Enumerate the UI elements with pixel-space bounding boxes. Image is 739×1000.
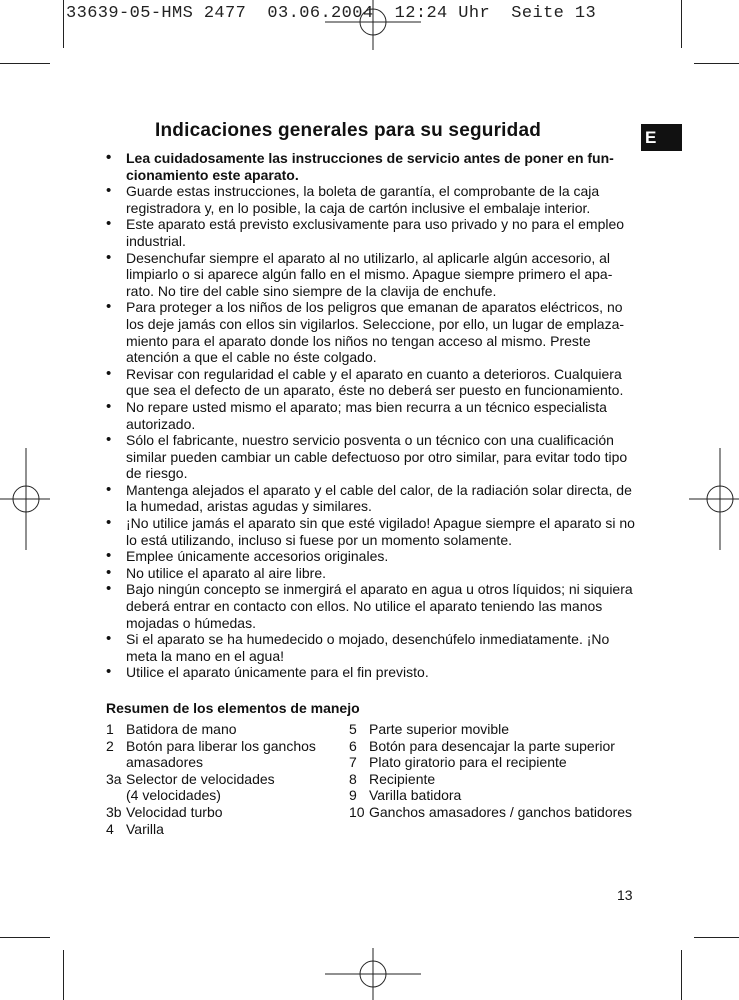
controls-list-left [106,721,336,837]
list-item: • Lea cuidadosamente las instrucciones de servicio antes de poner en fun-cionamiento este aparato. [106,150,636,183]
list-item: • Mantenga alejados el aparato y el cable del calor, de la radiación solar directa, de la humedad, aristas agudas y similares. [106,482,636,515]
list-item [106,821,336,838]
list-item [349,721,649,738]
page-number: 13 [617,887,633,903]
item-label: (4 velocidades) [126,787,221,804]
item-label: Varilla [126,820,164,837]
list-item: • No repare usted mismo el aparato; mas bien recurra a un técnico especialista autorizado. [106,399,636,432]
crop-mark [694,937,739,938]
item-label: Recipiente [369,770,436,787]
list-item: • Revisar con regularidad el cable y el aparato en cuanto a deterioros. Cualquiera que sea el defecto de un aparato, éste no deberá ser puesto en funcionamiento. [106,366,636,399]
item-label: Parte superior movible [369,721,510,737]
item-number: 4 [106,820,114,837]
list-item: • Desenchufar siempre el aparato al no utilizarlo, al aplicarle algún accesorio, al limpiarlo o si aparece algún fallo en el mismo. Apague siempre primero el apa-rato. No tire del cable sino siempre de la clavija de enchufe. [106,250,636,300]
list-item: • Emplee únicamente accesorios originales. [106,548,636,565]
list-item [349,771,649,788]
registration-mark-icon [689,448,739,550]
list-item: • No utilice el aparato al aire libre. [106,565,636,582]
list-item: • Si el aparato se ha humedecido o mojado, desenchúfelo inmediatamente. ¡No meta la mano en el agua! [106,631,636,664]
list-item: • Bajo ningún concepto se inmergirá el aparato en agua u otros líquidos; ni siquiera deberá entrar en contacto con ellos. No utilice el aparato teniendo las manos mojadas o húmedas. [106,581,636,631]
item-label: Ganchos amasadores / ganchos batidores [369,803,633,820]
crop-mark [681,950,682,1000]
list-item: • Guarde estas instrucciones, la boleta de garantía, el comprobante de la caja registradora y, en lo posible, la caja de cartón inclusive el embalaje interior. [106,183,636,216]
crop-mark [681,0,682,48]
item-number: 9 [349,787,357,804]
registration-mark-icon [320,0,430,50]
registration-mark-icon [320,948,430,1000]
crop-mark [0,63,50,64]
item-number: 8 [349,770,357,787]
list-item: • ¡No utilice jamás el aparato sin que esté vigilado! Apague siempre el aparato si no lo está utilizando, incluso si fuese por un momento solamente. [106,515,636,548]
list-item [106,721,336,738]
list-item: • Utilice el aparato únicamente para el fin previsto. [106,664,636,681]
section-title: Resumen de los elementos de manejo [106,700,360,716]
item-number: 10 [349,803,365,820]
item-label: Selector de velocidades [126,770,275,787]
item-number: 6 [349,737,357,754]
crop-mark [63,0,64,48]
item-number: 2 [106,737,114,754]
list-item: • Este aparato está previsto exclusivamente para uso privado y no para el empleo industrial. [106,216,636,249]
item-label: Batidora de mano [126,721,237,737]
list-item [106,738,336,755]
item-number: 3b [106,803,122,820]
item-number: 3a [106,770,122,787]
registration-mark-icon [0,448,50,550]
list-item [349,804,649,821]
list-item [349,738,649,755]
list-item: • Sólo el fabricante, nuestro servicio posventa o un técnico con una cualificación similar pueden cambiar un cable defectuoso por otro similar, para evitar todo tipo de riesgo. [106,432,636,482]
item-label: Velocidad turbo [126,803,223,820]
crop-mark [63,950,64,1000]
list-item [349,787,649,804]
list-item [106,771,336,788]
item-number: 7 [349,754,357,771]
item-label: Plato giratorio para el recipiente [369,754,567,771]
item-number: 1 [106,721,114,737]
controls-list-right [349,721,649,821]
list-item [349,754,649,771]
crop-mark [694,63,739,64]
print-header: 33639-05-HMS 2477 03.06.2004 12:24 Uhr Seite 13 [66,4,597,23]
safety-list [106,150,636,681]
item-label: amasadores [126,754,204,771]
language-tab: E [641,124,682,151]
list-item: • Para proteger a los niños de los peligros que emanan de aparatos eléctricos, no los deje jamás con ellos sin vigilarlos. Seleccione, por ello, un lugar de emplaza-miento para el aparato donde los niños no tengan acceso al mismo. Preste atención a que el cable no éste colgado. [106,299,636,365]
list-item-continuation [106,754,336,771]
list-item [106,804,336,821]
crop-mark [0,937,50,938]
item-number: 5 [349,721,357,737]
list-item-continuation [106,787,336,804]
page-title: Indicaciones generales para su seguridad [155,120,542,141]
item-label: Botón para liberar los ganchos [126,737,316,754]
item-label: Botón para desencajar la parte superior [369,737,615,754]
item-label: Varilla batidora [369,787,462,804]
